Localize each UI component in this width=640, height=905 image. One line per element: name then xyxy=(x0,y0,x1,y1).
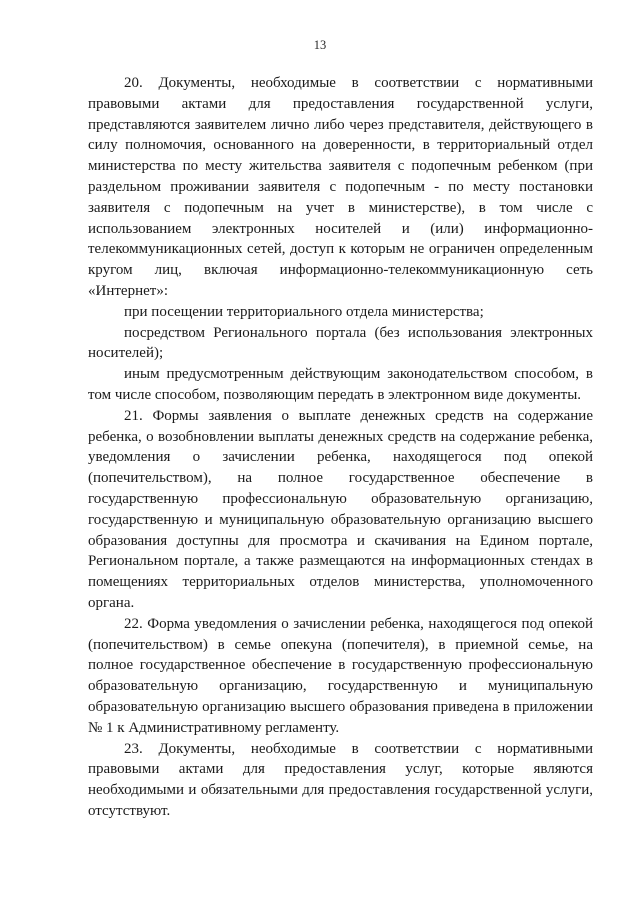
paragraph-21: 21. Формы заявления о выплате денежных средств на содержание ребенка, о возобновлении выплаты денежных средств на содержание ребенка, уведомления о зачислении ребенка, находящегося под опекой (попечительством), на полное государственное обеспечение в государственную профессиональную образовательную организацию, государственную и муниципальную образовательную организацию высшего образования доступны для просмотра и скачивания на Едином портале, Региональном портале, а также размещаются на информационных стендах в помещениях территориальных отделов министерства, уполномоченного органа. xyxy=(88,407,593,611)
document-body xyxy=(88,73,593,822)
paragraph-23: 23. Документы, необходимые в соответствии с нормативными правовыми актами для предоставления услуг, которые являются необходимыми и обязательными для предоставления государственной услуги, отсутствуют. xyxy=(88,740,593,819)
paragraph-20: 20. Документы, необходимые в соответствии с нормативными правовыми актами для предоставления государственной услуги, представляются заявителем лично либо через представителя, действующего в силу полномочия, основанного на доверенности, в территориальный отдел министерства по месту жительства заявителя с подопечным ребенком (при раздельном проживании заявителя с подопечным - по месту постановки заявителя с подопечным на учет в министерстве), в том числе с использованием электронных носителей и (или) информационно-телекоммуникационных сетей, доступ к которым не ограничен определенным кругом лиц, включая информационно-телекоммуникационную сеть «Интернет»: xyxy=(88,75,593,299)
page-number: 13 xyxy=(313,38,327,52)
list-item-visit: при посещении территориального отдела министерства; xyxy=(124,303,484,320)
paragraph-22: 22. Форма уведомления о зачислении ребенка, находящегося под опекой (попечительством) в семье опекуна (попечителя), в приемной семье, на полное государственное обеспечение в государственную профессиональную образовательную организацию, государственную и муниципальную образовательную организацию высшего образования приведена в приложении № 1 к Административному регламенту. xyxy=(88,615,593,736)
list-item-other: иным предусмотренным действующим законодательством способом, в том числе способом, позволяющим передать в электронном виде документы. xyxy=(88,366,593,403)
list-item-portal: посредством Регионального портала (без использования электронных носителей); xyxy=(88,324,593,362)
